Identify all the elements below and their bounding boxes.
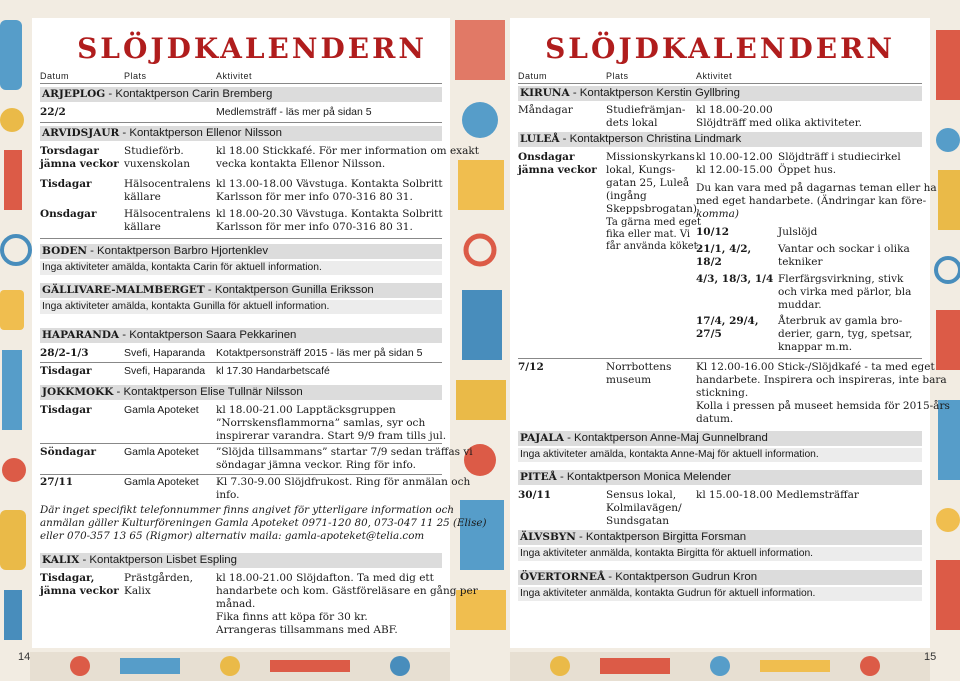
event-place: Missionskyrkans lokal, Kungs- gatan 25, Luleå (ingång Skeppsbrogatan) <box>606 151 697 215</box>
page-title: SLÖJDKALENDERN <box>545 32 895 65</box>
event-place: Gamla Apoteket <box>124 446 199 458</box>
column-header-date: Datum <box>40 71 70 81</box>
theme-text: Återbruk av gamla bro- derier, garn, tyg, spetsar, knappar m.m. <box>778 315 913 353</box>
event-date: 7/12 <box>518 361 544 373</box>
info-row: Inga aktiviteter amälda, kontakta Gunilla för aktuell information. <box>40 300 442 314</box>
theme-text: Julslöjd <box>778 226 818 238</box>
theme-date: 10/12 <box>696 226 730 238</box>
section-header-kiruna: KIRUNA - Kontaktperson Kerstin Gyllbring <box>518 86 922 101</box>
column-header-place: Plats <box>124 71 147 81</box>
event-activity: Kl 12.00-16.00 Stick-/Slöjdkafé - ta med eget handarbete. Inspirera och inspireras, inte bara stickning. Kolla i pressen på museet hemsida för 2015-års datum. <box>696 361 950 425</box>
page-number-left: 14 <box>18 651 31 663</box>
section-header-boden: BODEN - Kontaktperson Barbro Hjortenklev <box>40 244 442 259</box>
event-activity: kl 18.00-21.00 Slöjdafton. Ta med dig ett handarbete och kom. Gästföreläsare en gång per månad. Fika finns att köpa för 30 kr. Arrangeras tillsammans med ABF. <box>216 572 478 636</box>
event-date: Tisdagar <box>40 404 92 416</box>
event-description: Du kan vara med på dagarnas teman eller ha med eget handarbete. (Ändringar kan före- komma) <box>696 182 937 220</box>
event-place: Norrbottens museum <box>606 361 672 386</box>
contact-note: Där inget specifikt telefonnummer finns angivet för ytterligare information och anmälan gäller Kulturföreningen Gamla Apoteket 0971-120 80, 073-047 11 25 (Elise) eller 070-357 13 65 (Rigmor) alternativ maila: gamla-apoteket@telia.com <box>40 504 487 542</box>
event-activity: kl 17.30 Handarbetscafé <box>216 365 330 377</box>
event-activity: ”Slöjda tillsammans” startar 7/9 sedan träffas vi söndagar jämna veckor. Ring för info. <box>216 446 473 471</box>
divider <box>40 238 442 239</box>
event-date: Söndagar <box>40 446 97 458</box>
event-place: Hälsocentralens källare <box>124 178 211 203</box>
event-date: 27/11 <box>40 476 74 488</box>
info-row: Inga aktiviteter anmälda, kontakta Gudrun för aktuell information. <box>518 587 922 601</box>
column-header-activity: Aktivitet <box>696 71 733 81</box>
divider <box>40 362 442 363</box>
section-header-jokkmokk: JOKKMOKK - Kontaktperson Elise Tullnär Nilsson <box>40 385 442 400</box>
event-time: kl 10.00-12.00 kl 12.00-15.00 <box>696 151 773 176</box>
theme-date: 4/3, 18/3, 1/4 <box>696 273 774 285</box>
page-number-right: 15 <box>924 651 937 663</box>
event-place: Sensus lokal, Kolmilavägen/ Sundsgatan <box>606 489 682 527</box>
section-header-arvidsjaur: ARVIDSJAUR - Kontaktperson Ellenor Nilsson <box>40 126 442 141</box>
theme-text: Flerfärgsvirkning, stivk och virka med pärlor, bla muddar. <box>778 273 912 311</box>
info-row: Inga aktiviteter amälda, kontakta Anne-Maj för aktuell information. <box>518 448 922 462</box>
event-date: Tisdagar, jämna veckor <box>40 572 119 597</box>
event-activity: kl 15.00-18.00 Medlemsträffar <box>696 489 859 501</box>
event-activity: Kl 7.30-9.00 Slöjdfrukost. Ring för anmälan och info. <box>216 476 471 501</box>
divider <box>40 122 442 123</box>
left-page <box>32 18 487 648</box>
event-activity: kl 18.00 Stickkafé. För mer information om exakt vecka kontakta Ellenor Nilsson. <box>216 145 479 170</box>
event-date: Tisdagar <box>40 178 92 190</box>
event-place: Studiefrämjan- dets lokal <box>606 104 686 129</box>
event-place: Prästgården, Kalix <box>124 572 193 597</box>
event-place: Studieförb. vuxenskolan <box>124 145 191 170</box>
info-row: Inga aktiviteter amälda, kontakta Carin för aktuell information. <box>40 261 442 275</box>
event-date: Torsdagar jämna veckor <box>40 145 119 170</box>
right-page <box>510 18 950 648</box>
event-activity: Kotaktpersonsträff 2015 - läs mer på sidan 5 <box>216 347 423 359</box>
theme-date: 21/1, 4/2, 18/2 <box>696 243 752 268</box>
column-header-activity: Aktivitet <box>216 71 253 81</box>
event-activity: kl 18.00-20.00 Slöjdträff med olika aktiviteter. <box>696 104 862 129</box>
divider <box>518 358 922 359</box>
section-header-gallivare: GÄLLIVARE-MALMBERGET - Kontaktperson Gunilla Eriksson <box>40 283 442 298</box>
event-date: 28/2-1/3 <box>40 347 89 359</box>
section-header-lulea: LULEÅ - Kontaktperson Christina Lindmark <box>518 132 922 147</box>
column-header-date: Datum <box>518 71 548 81</box>
event-activity: kl 13.00-18.00 Vävstuga. Kontakta Solbritt Karlsson för mer info 070-316 80 31. <box>216 178 443 203</box>
divider <box>518 83 922 84</box>
event-note: Ta gärna med eget fika eller mat. Vi får använda köket. <box>606 217 701 252</box>
event-place: Svefi, Haparanda <box>124 347 206 359</box>
section-header-arjeplog: ARJEPLOG - Kontaktperson Carin Bremberg <box>40 87 442 102</box>
divider <box>40 474 442 475</box>
theme-date: 17/4, 29/4, 27/5 <box>696 315 759 340</box>
section-header-kalix: KALIX - Kontaktperson Lisbet Espling <box>40 553 442 568</box>
section-header-pajala: PAJALA - Kontaktperson Anne-Maj Gunnelbrand <box>518 431 922 446</box>
event-place: Hälsocentralens källare <box>124 208 211 233</box>
event-date: Tisdagar <box>40 365 92 377</box>
event-place: Gamla Apoteket <box>124 476 199 488</box>
event-activity: kl 18.00-20.30 Vävstuga. Kontakta Solbritt Karlsson för mer info 070-316 80 31. <box>216 208 443 233</box>
divider <box>40 443 442 444</box>
column-header-place: Plats <box>606 71 629 81</box>
event-activity: Medlemsträff - läs mer på sidan 5 <box>216 106 372 118</box>
event-date: 22/2 <box>40 106 66 118</box>
info-row: Inga aktiviteter anmälda, kontakta Birgitta för aktuell information. <box>518 547 922 561</box>
divider <box>40 83 442 84</box>
event-date: Måndagar <box>518 104 573 116</box>
event-activity: Slöjdträff i studiecirkel Öppet hus. <box>778 151 901 176</box>
event-date: Onsdagar jämna veckor <box>518 151 597 176</box>
section-header-pitea: PITEÅ - Kontaktperson Monica Melender <box>518 470 922 485</box>
section-header-alvsbyn: ÄLVSBYN - Kontaktperson Birgitta Forsman <box>518 530 922 545</box>
section-header-overtornea: ÖVERTORNEÅ - Kontaktperson Gudrun Kron <box>518 570 922 585</box>
event-place: Svefi, Haparanda <box>124 365 206 377</box>
page-title: SLÖJDKALENDERN <box>77 32 427 65</box>
event-place: Gamla Apoteket <box>124 404 199 416</box>
event-activity: kl 18.00-21.00 Lapptäcksgruppen ”Norrskensflammorna” samlas, syr och inspirerar varandra. Start 9/9 fram tills jul. <box>216 404 447 442</box>
section-header-haparanda: HAPARANDA - Kontaktperson Saara Pekkarinen <box>40 328 442 343</box>
event-date: Onsdagar <box>40 208 97 220</box>
theme-text: Vantar och sockar i olika tekniker <box>778 243 910 268</box>
event-date: 30/11 <box>518 489 552 501</box>
